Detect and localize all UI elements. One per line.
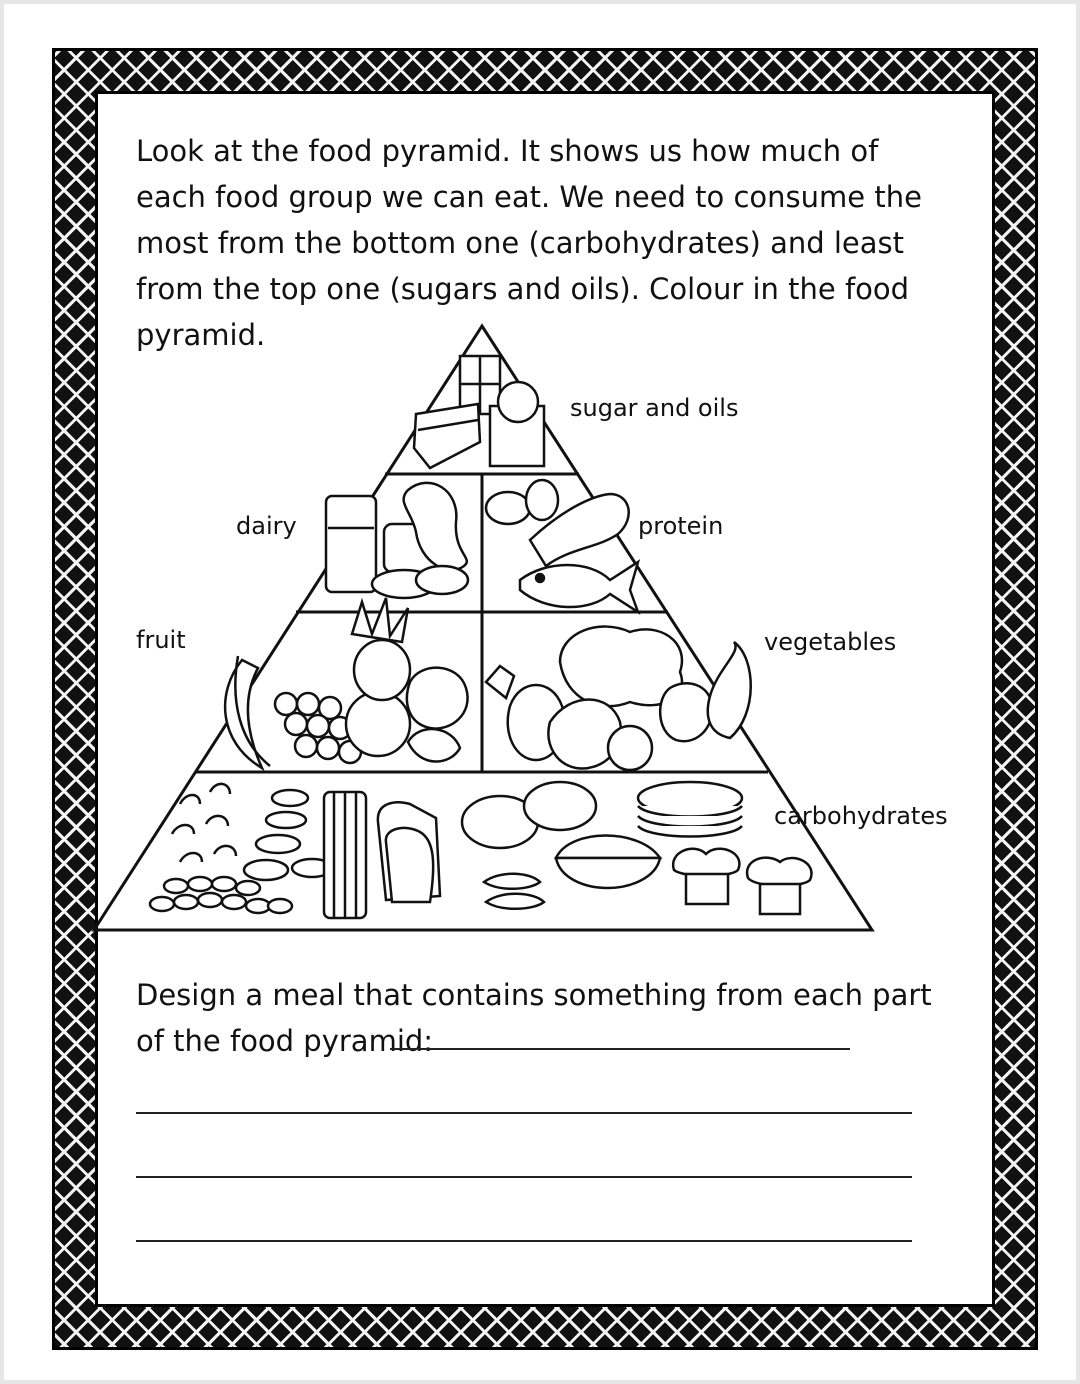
label-vegetables: vegetables <box>764 628 897 656</box>
label-sugar-oils: sugar and oils <box>570 394 739 422</box>
strawberry-icon <box>408 729 460 762</box>
carrot-top-icon <box>486 666 514 698</box>
eggplant-icon <box>660 683 712 741</box>
answer-line-1[interactable] <box>390 1048 850 1050</box>
vegetable-foods <box>486 627 751 770</box>
dairy-foods <box>326 483 468 598</box>
orange-icon <box>346 692 410 756</box>
pancake-stack-icon <box>638 782 742 837</box>
macaroni-icon <box>244 790 332 880</box>
egg-icon <box>486 492 530 524</box>
chips-icon <box>484 874 544 909</box>
sugar-oils-foods <box>414 356 544 468</box>
fruit-foods <box>225 598 467 768</box>
answer-line-2[interactable] <box>136 1112 912 1114</box>
fish-icon <box>520 562 638 612</box>
milk-glass-icon <box>326 496 376 592</box>
label-dairy: dairy <box>236 512 297 540</box>
answer-line-4[interactable] <box>136 1240 912 1242</box>
label-fruit: fruit <box>136 626 186 654</box>
pineapple-icon <box>354 640 410 700</box>
worksheet-page <box>4 4 1076 1380</box>
label-carbohydrates: carbohydrates <box>774 802 948 830</box>
intro-text: Look at the food pyramid. It shows us how much of each food group we can eat. We need to consume the most from the bottom one (carbohydrates) and least from the top one (sugars and oils). Colour in the food pyramid. <box>136 134 922 352</box>
onion-icon <box>708 642 751 738</box>
cake-slice-icon <box>414 404 480 468</box>
apple-icon <box>407 668 468 729</box>
protein-foods <box>486 480 638 612</box>
beans-icon <box>150 877 292 913</box>
muffins-icon <box>673 849 811 914</box>
carbohydrate-foods <box>150 782 812 918</box>
label-protein: protein <box>638 512 724 540</box>
answer-line-3[interactable] <box>136 1176 912 1178</box>
pineapple-leaves-icon <box>352 598 408 642</box>
food-pyramid-illustration <box>90 322 880 942</box>
tomato-icon <box>608 726 652 770</box>
rice-bowl-icon <box>556 836 660 859</box>
design-meal-prompt: Design a meal that contains something from each part of the food pyramid: <box>136 978 932 1058</box>
